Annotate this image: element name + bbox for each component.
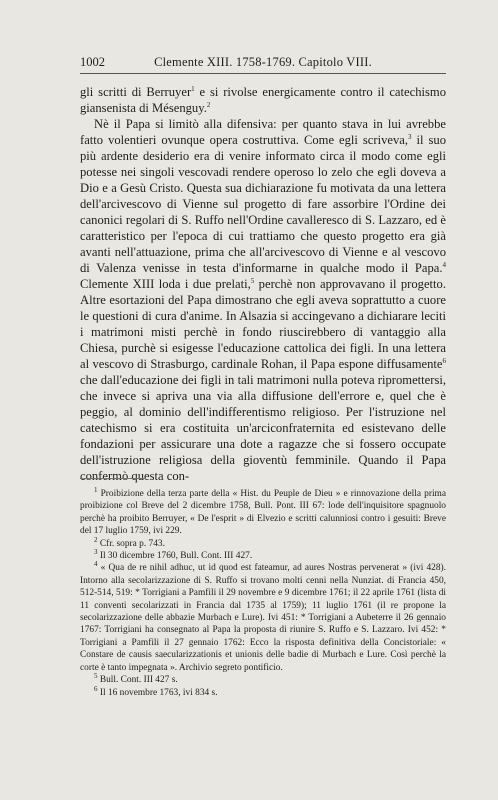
running-header xyxy=(80,53,446,74)
footnote xyxy=(80,535,446,550)
running-title: Clemente XIII. 1758-1769. Capitolo VIII. xyxy=(154,55,372,69)
footnote-ref: 5 xyxy=(250,276,255,285)
footnote-mark: 1 xyxy=(94,485,98,494)
text-run: e si rivolse energicamente contro il catechismo giansenista di Mésenguy. xyxy=(80,85,446,115)
footnote-mark: 2 xyxy=(94,535,98,544)
text-run: gli scritti di Berruyer xyxy=(80,85,192,99)
footnote xyxy=(80,684,446,699)
footnote xyxy=(80,485,447,538)
footnote-ref: 4 xyxy=(442,260,446,269)
text-run: Nè il Papa si limitò alla difensiva: per quanto stava in lui avrebbe fatto volentieri ovunque opera costruttiva. Come egli scriveva, xyxy=(80,117,446,147)
footnote xyxy=(80,562,446,674)
footnote-text: Bull. Cont. III 427 s. xyxy=(99,675,178,686)
footnote-text: Il 16 novembre 1763, ivi 834 s. xyxy=(99,687,218,698)
footnote-text: Proibizione della terza parte della « Hist. du Peuple de Dieu » e rinnovazione della prima proibizione col Breve del 2 dicembre 1758, Bull. Pont. III 67: lode dell'inquisitore spagnuolo perchè ha proibito Berruyer, « De l'esprit » di Elvezio e scritti calunniosi contro i gesuiti: Breve del 17 luglio 1759, ivi 229. xyxy=(80,489,447,537)
footnote-mark: 5 xyxy=(94,671,98,680)
text-run: il suo più ardente desiderio era di venire informato circa il modo come egli potesse nei singoli vescovadi rendere operoso lo zelo che egli doveva a Dio e a Gesù Cristo. Questa sua dichiarazione fu motivata da una lettera dell'arcivescovo di Vienne sul progetto di fare assorbire l'Ordine dei canonici regolari di S. Ruffo nell'Ordine cavalleresco di S. Lazzaro, ed è caratteristico per l'epoca di cui trattiamo che questo progetto era già avanti nell'attuazione, prima che all'arcivescovo di Vienne e al vescovo di Valenza venisse in testa d'informarne in qualche modo il Papa. xyxy=(80,133,446,275)
page-number: 1002 xyxy=(80,55,105,69)
footnote-ref: 6 xyxy=(442,356,446,365)
footnote-ref: 3 xyxy=(408,132,412,141)
footnote xyxy=(80,671,446,686)
text-run: che dall'educazione dei figli in tali matrimoni nulla poteva ripromettersi, che invece si apriva una via alla diffusione dell'errore e, quel che è peggio, al dominio dell'indifferentismo religioso. Per l'istruzione nel catechismo si era costituita un'arciconfraternita ed esistevano delle fondazioni per assicurare una dote a ragazze che si fossero occupate dell'istruzione religiosa della gioventù femminile. Quando il Papa confermò questa con- xyxy=(80,373,446,483)
paragraph xyxy=(80,84,446,116)
main-text xyxy=(80,84,446,484)
footnote-mark: 4 xyxy=(94,560,98,569)
footnote-text: Cfr. sopra p. 743. xyxy=(99,538,165,549)
text-run: perchè non approvavano il progetto. Altre esortazioni del Papa dimostrano che egli aveva soprattutto a cuore le questioni di cura d'anime. In Alsazia si accingevano a dichiarare leciti i matrimoni misti perchè in fondo riuscirebbero di vantaggio alla Chiesa, purchè si esigesse l'educazione cattolica dei figli. In una lettera al vescovo di Strasburgo, cardinale Rohan, il Papa espone diffusamente xyxy=(80,277,446,371)
footnote-mark: 6 xyxy=(94,684,98,693)
text-run: Clemente XIII loda i due prelati, xyxy=(80,277,251,291)
footnotes xyxy=(80,485,447,699)
footnote-separator xyxy=(80,478,146,479)
paragraph xyxy=(80,116,446,484)
footnote-text: « Qua de re nihil adhuc, ut id quod est fateamur, ad aures Nostras pervenerat » (ivi 428). Intorno alla secolarizzazione di S. Ruffo si trovano molti cenni nella Nunziat. di Francia 450, 512-514, 519: * Torrigiani a Pamfili il 29 novembre e 9 dicembre 1761; il 22 aprile 1761 (lista di 11 conventi secolarizzati in Francia dal 1735 al 1759); 11 luglio 1761 (il re propone la secolarizzazione delle abbazie Murbach e Lure). Ivi 451: * Torrigiani a Aubeterre il 26 gennaio 1767: Torrigiani ha consegnato al Papa la proposta di riunire S. Ruffo e S. Lazzaro. Ivi 452: * Torrigiani a Pamfili il 27 gennaio 1762: Ecco la risposta definitiva della Concistoriale: « Constare de causis saecularizzationis et unionis delle badie di Murbach e Lure. Così perchè la corte è tanto impegnata ». Archivio segreto pontificio. xyxy=(80,563,446,673)
footnote-ref: 1 xyxy=(191,84,195,93)
footnote xyxy=(80,547,446,562)
footnote-ref: 2 xyxy=(206,100,211,109)
footnote-mark: 3 xyxy=(94,547,98,556)
footnote-text: Il 30 dicembre 1760, Bull. Cont. III 427. xyxy=(99,551,253,562)
